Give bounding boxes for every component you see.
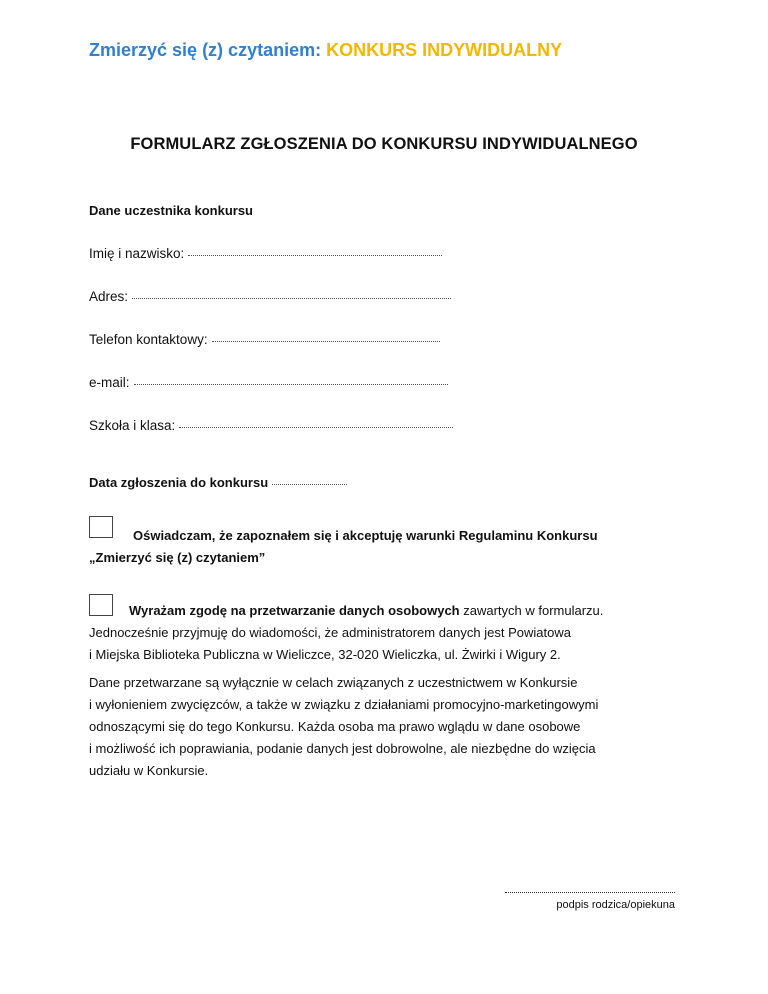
data-consent-rest: zawartych w formularzu. [463,603,604,618]
school-class-input-line[interactable] [179,426,453,428]
phone-field[interactable] [89,332,440,347]
info-line: i możliwość ich poprawiania, podanie danych jest dobrowolne, ale niezbędne do wzięcia [89,741,596,756]
info-line: i wyłonieniem zwycięzców, a także w związku z działaniami promocyjno-marketingowymi [89,697,599,712]
data-consent-line1 [89,600,675,622]
email-field[interactable] [89,375,448,390]
submission-date-input-line[interactable] [272,483,347,485]
school-class-label: Szkoła i klasa: [89,418,176,433]
name-field[interactable] [89,246,442,261]
address-field[interactable] [89,289,451,304]
name-label: Imię i nazwisko: [89,246,185,261]
header-prefix: Zmierzyć się (z) czytaniem: [89,40,322,60]
submission-date-field[interactable] [89,475,347,490]
data-consent-line2: Jednocześnie przyjmuję do wiadomości, że administratorem danych jest Powiatowa [89,625,571,640]
rules-consent-text [89,525,675,569]
info-line: udziału w Konkursie. [89,763,209,778]
data-consent-bold: Wyrażam zgodę na przetwarzanie danych osobowych [129,603,460,618]
data-consent-text [89,600,675,666]
submission-date-label: Data zgłoszenia do konkursu [89,475,269,490]
form-title: FORMULARZ ZGŁOSZENIA DO KONKURSU INDYWIDUALNEGO [130,135,638,153]
info-line: odnoszącymi się do tego Konkursu. Każda osoba ma prawo wglądu w dane osobowe [89,719,581,734]
rules-consent-line2: „Zmierzyć się (z) czytaniem” [89,550,266,565]
info-paragraph [89,672,675,782]
signature-label: podpis rodzica/opiekuna [556,899,675,911]
signature-line[interactable] [505,891,675,893]
header-suffix: KONKURS INDYWIDUALNY [326,40,563,60]
info-line: Dane przetwarzane są wyłącznie w celach związanych z uczestnictwem w Konkursie [89,675,578,690]
address-input-line[interactable] [132,297,451,299]
rules-consent-line1: Oświadczam, że zapoznałem się i akceptuję warunki Regulaminu Konkursu [133,528,598,543]
school-class-field[interactable] [89,418,453,433]
email-label: e-mail: [89,375,130,390]
name-input-line[interactable] [188,254,442,256]
address-label: Adres: [89,289,129,304]
data-consent-line3: i Miejska Biblioteka Publiczna w Wieliczce, 32-020 Wieliczka, ul. Żwirki i Wigury 2. [89,647,561,662]
email-input-line[interactable] [134,383,448,385]
page-header [89,40,562,61]
phone-input-line[interactable] [212,340,440,342]
participant-section-heading: Dane uczestnika konkursu [89,203,253,218]
phone-label: Telefon kontaktowy: [89,332,208,347]
